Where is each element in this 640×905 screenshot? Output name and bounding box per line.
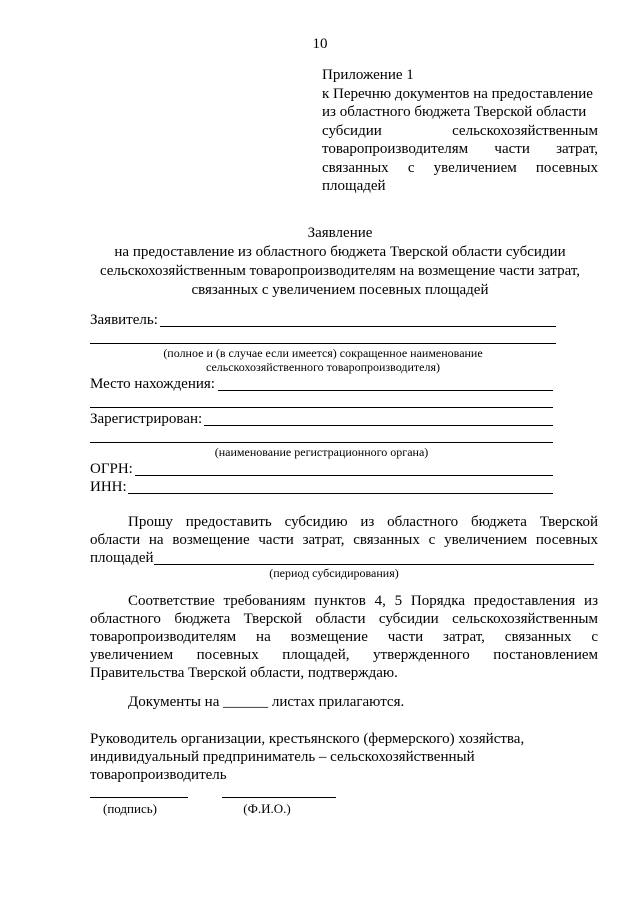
appendix-block <box>322 66 598 196</box>
appendix-line: Приложение 1 <box>322 67 414 83</box>
request-line: площадей <box>90 550 154 566</box>
compliance-line: Соответствие требованиям пунктов 4, 5 Порядка предоставления из <box>128 593 598 609</box>
period-hint: (период субсидирования) <box>269 566 399 580</box>
location-field-2[interactable] <box>90 407 553 408</box>
compliance-paragraph <box>90 592 598 682</box>
applicant-hint-2: сельскохозяйственного товаропроизводителя) <box>205 360 441 374</box>
document-title <box>60 224 620 300</box>
appendix-line: площадей <box>322 178 386 194</box>
compliance-line: товаропроизводителям на возмещение части затрат, связанных с <box>90 629 598 645</box>
appendix-line: субсидии сельскохозяйственным <box>322 122 598 139</box>
applicant-field-2[interactable] <box>90 343 556 344</box>
period-field[interactable] <box>154 564 594 565</box>
compliance-line: Правительства Тверской области, подтверждаю. <box>90 665 398 681</box>
documents-prefix: Документы на <box>128 694 220 710</box>
title-line: связанных с увеличением посевных площадей <box>191 282 489 298</box>
documents-line <box>128 693 404 711</box>
appendix-line: к Перечню документов на предоставление <box>322 85 593 102</box>
request-line: области на возмещение части затрат, связанных с увеличением посевных <box>90 532 598 548</box>
ogrn-field[interactable] <box>135 475 553 476</box>
location-label: Место нахождения: <box>90 376 215 392</box>
request-line: Прошу предоставить субсидию из областного бюджета Тверской <box>128 514 598 530</box>
signatory-line: товаропроизводитель <box>90 767 227 783</box>
signature-hint: (подпись) <box>103 801 157 816</box>
compliance-line: областного бюджета Тверской области субсидии сельскохозяйственным <box>90 611 598 627</box>
title-line: на предоставление из областного бюджета Тверской области субсидии <box>114 244 566 260</box>
signature-field[interactable] <box>90 797 188 798</box>
inn-label: ИНН: <box>90 479 127 495</box>
location-field[interactable] <box>218 390 553 391</box>
applicant-hint-1: (полное и (в случае если имеется) сокращенное наименование <box>163 346 483 360</box>
compliance-line: увеличением посевных площадей, утвержденного постановлением <box>90 647 598 663</box>
registered-label: Зарегистрирован: <box>90 411 203 427</box>
applicant-field[interactable] <box>160 326 556 327</box>
documents-count-field[interactable]: ______ <box>223 694 269 710</box>
applicant-label: Заявитель: <box>90 312 158 328</box>
inn-field[interactable] <box>128 493 553 494</box>
signatory-line: Руководитель организации, крестьянского (фермерского) хозяйства, <box>90 731 525 747</box>
appendix-line: связанных с увеличением посевных <box>322 159 598 176</box>
fio-field[interactable] <box>222 797 336 798</box>
signatory-block <box>90 730 598 784</box>
documents-suffix: листах прилагаются. <box>271 694 405 710</box>
appendix-line: товаропроизводителям части затрат, <box>322 141 598 157</box>
ogrn-label: ОГРН: <box>90 461 133 477</box>
request-paragraph <box>90 513 598 567</box>
fio-hint: (Ф.И.О.) <box>243 801 291 816</box>
title-line: сельскохозяйственным товаропроизводителям на возмещение части затрат, <box>99 263 581 279</box>
title-heading: Заявление <box>307 225 373 241</box>
registered-hint: (наименование регистрационного органа) <box>214 445 429 459</box>
appendix-line: из областного бюджета Тверской области <box>322 104 587 120</box>
registered-field-2[interactable] <box>90 442 553 443</box>
registered-field[interactable] <box>204 425 553 426</box>
signatory-line: индивидуальный предприниматель – сельскохозяйственный <box>90 749 475 765</box>
page-number: 10 <box>312 36 328 52</box>
